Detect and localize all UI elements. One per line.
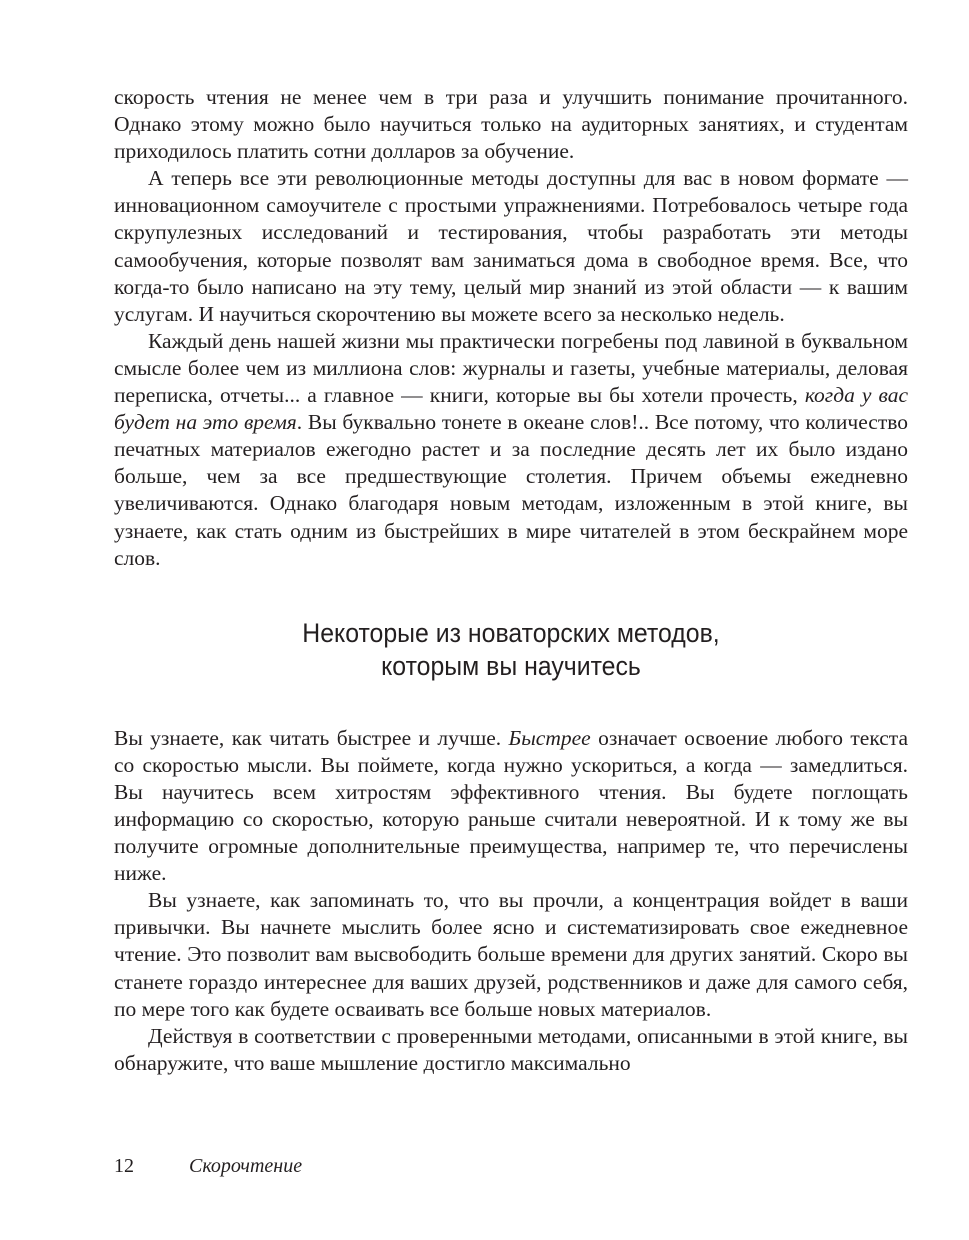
section-heading-line-1: Некоторые из новаторских методов, xyxy=(302,617,720,648)
page-footer xyxy=(114,1155,302,1178)
paragraph xyxy=(114,1023,908,1077)
section-heading xyxy=(146,617,876,683)
paragraph xyxy=(114,725,908,888)
top-text-block xyxy=(114,84,908,572)
text-run: Вы узнаете, как запоминать то, что вы прочли, а концентрация войдет в ваши привычки. Вы начнете мыслить более ясно и систематизировать свое ежедневное чтение. Это позволит вам высвободить больше времени для других занятий. Скоро вы станете гораздо интереснее для ваших друзей, родственников и даже для самого себя, по мере того как будете осваивать все больше новых материалов. xyxy=(114,888,908,1021)
text-run: скорость чтения не менее чем в три раза и улучшить понимание прочитанного. Однако этому можно было научиться только на аудиторных занятиях, и студентам приходилось платить сотни долларов за обучение. xyxy=(114,85,908,164)
page-number: 12 xyxy=(114,1155,134,1177)
text-run: Вы узнаете, как читать быстрее и лучше. xyxy=(114,725,509,750)
page-body xyxy=(114,84,908,1077)
italic-phrase: Быстрее xyxy=(508,725,591,750)
text-run: Каждый день нашей жизни мы практически погребены под лавиной в буквальном смысле более чем из миллиона слов: журналы и газеты, учебные материалы, деловая переписка, отчеты... а главное — книги, которые вы бы хотели прочесть, xyxy=(114,328,908,408)
text-run: . Вы буквально тонете в океане слов!.. Все потому, что количество печатных материалов ежегодно растет и за последние десять лет их было издано больше, чем за все предшествующие столетия. Причем объемы ежедневно увеличиваются. Однако благодаря новым методам, изложенным в этой книге, вы узнаете, как стать одним из быстрейших в мире читателей в этом бескрайнем море слов. xyxy=(114,410,908,570)
paragraph xyxy=(114,84,908,165)
italic-phrase: когда у вас будет на это время xyxy=(114,383,908,435)
text-run: Действуя в соответствии с проверенными методами, описанными в этой книге, вы обнаружите, что ваше мышление достигло максимально xyxy=(114,1023,908,1075)
paragraph xyxy=(114,887,908,1022)
section-heading-line-2: которым вы научитесь xyxy=(381,650,641,681)
paragraph xyxy=(114,165,908,328)
running-title: Скорочтение xyxy=(189,1155,303,1177)
text-run: означает освоение любого текста со скоростью мысли. Вы поймете, когда нужно ускориться, а когда — замедлиться. Вы научитесь всем хитростям эффективного чтения. Вы будете поглощать информацию со скоростью, которую раньше считали невероятной. И к тому же вы получите огромные дополнительные преимущества, например те, что перечислены ниже. xyxy=(114,725,908,886)
paragraph xyxy=(114,328,908,572)
bottom-text-block xyxy=(114,725,908,1077)
text-run: А теперь все эти революционные методы доступны для вас в новом формате — инновационном самоучителе с простыми упражнениями. Потребовалось четыре года скрупулезных исследований и тестирования, чтобы разработать эти методы самообучения, которые позволят вам заниматься дома в свободное время. Все, что когда-то было написано на эту тему, целый мир знаний из этой области — к вашим услугам. И научиться скорочтению вы можете всего за несколько недель. xyxy=(114,166,908,326)
